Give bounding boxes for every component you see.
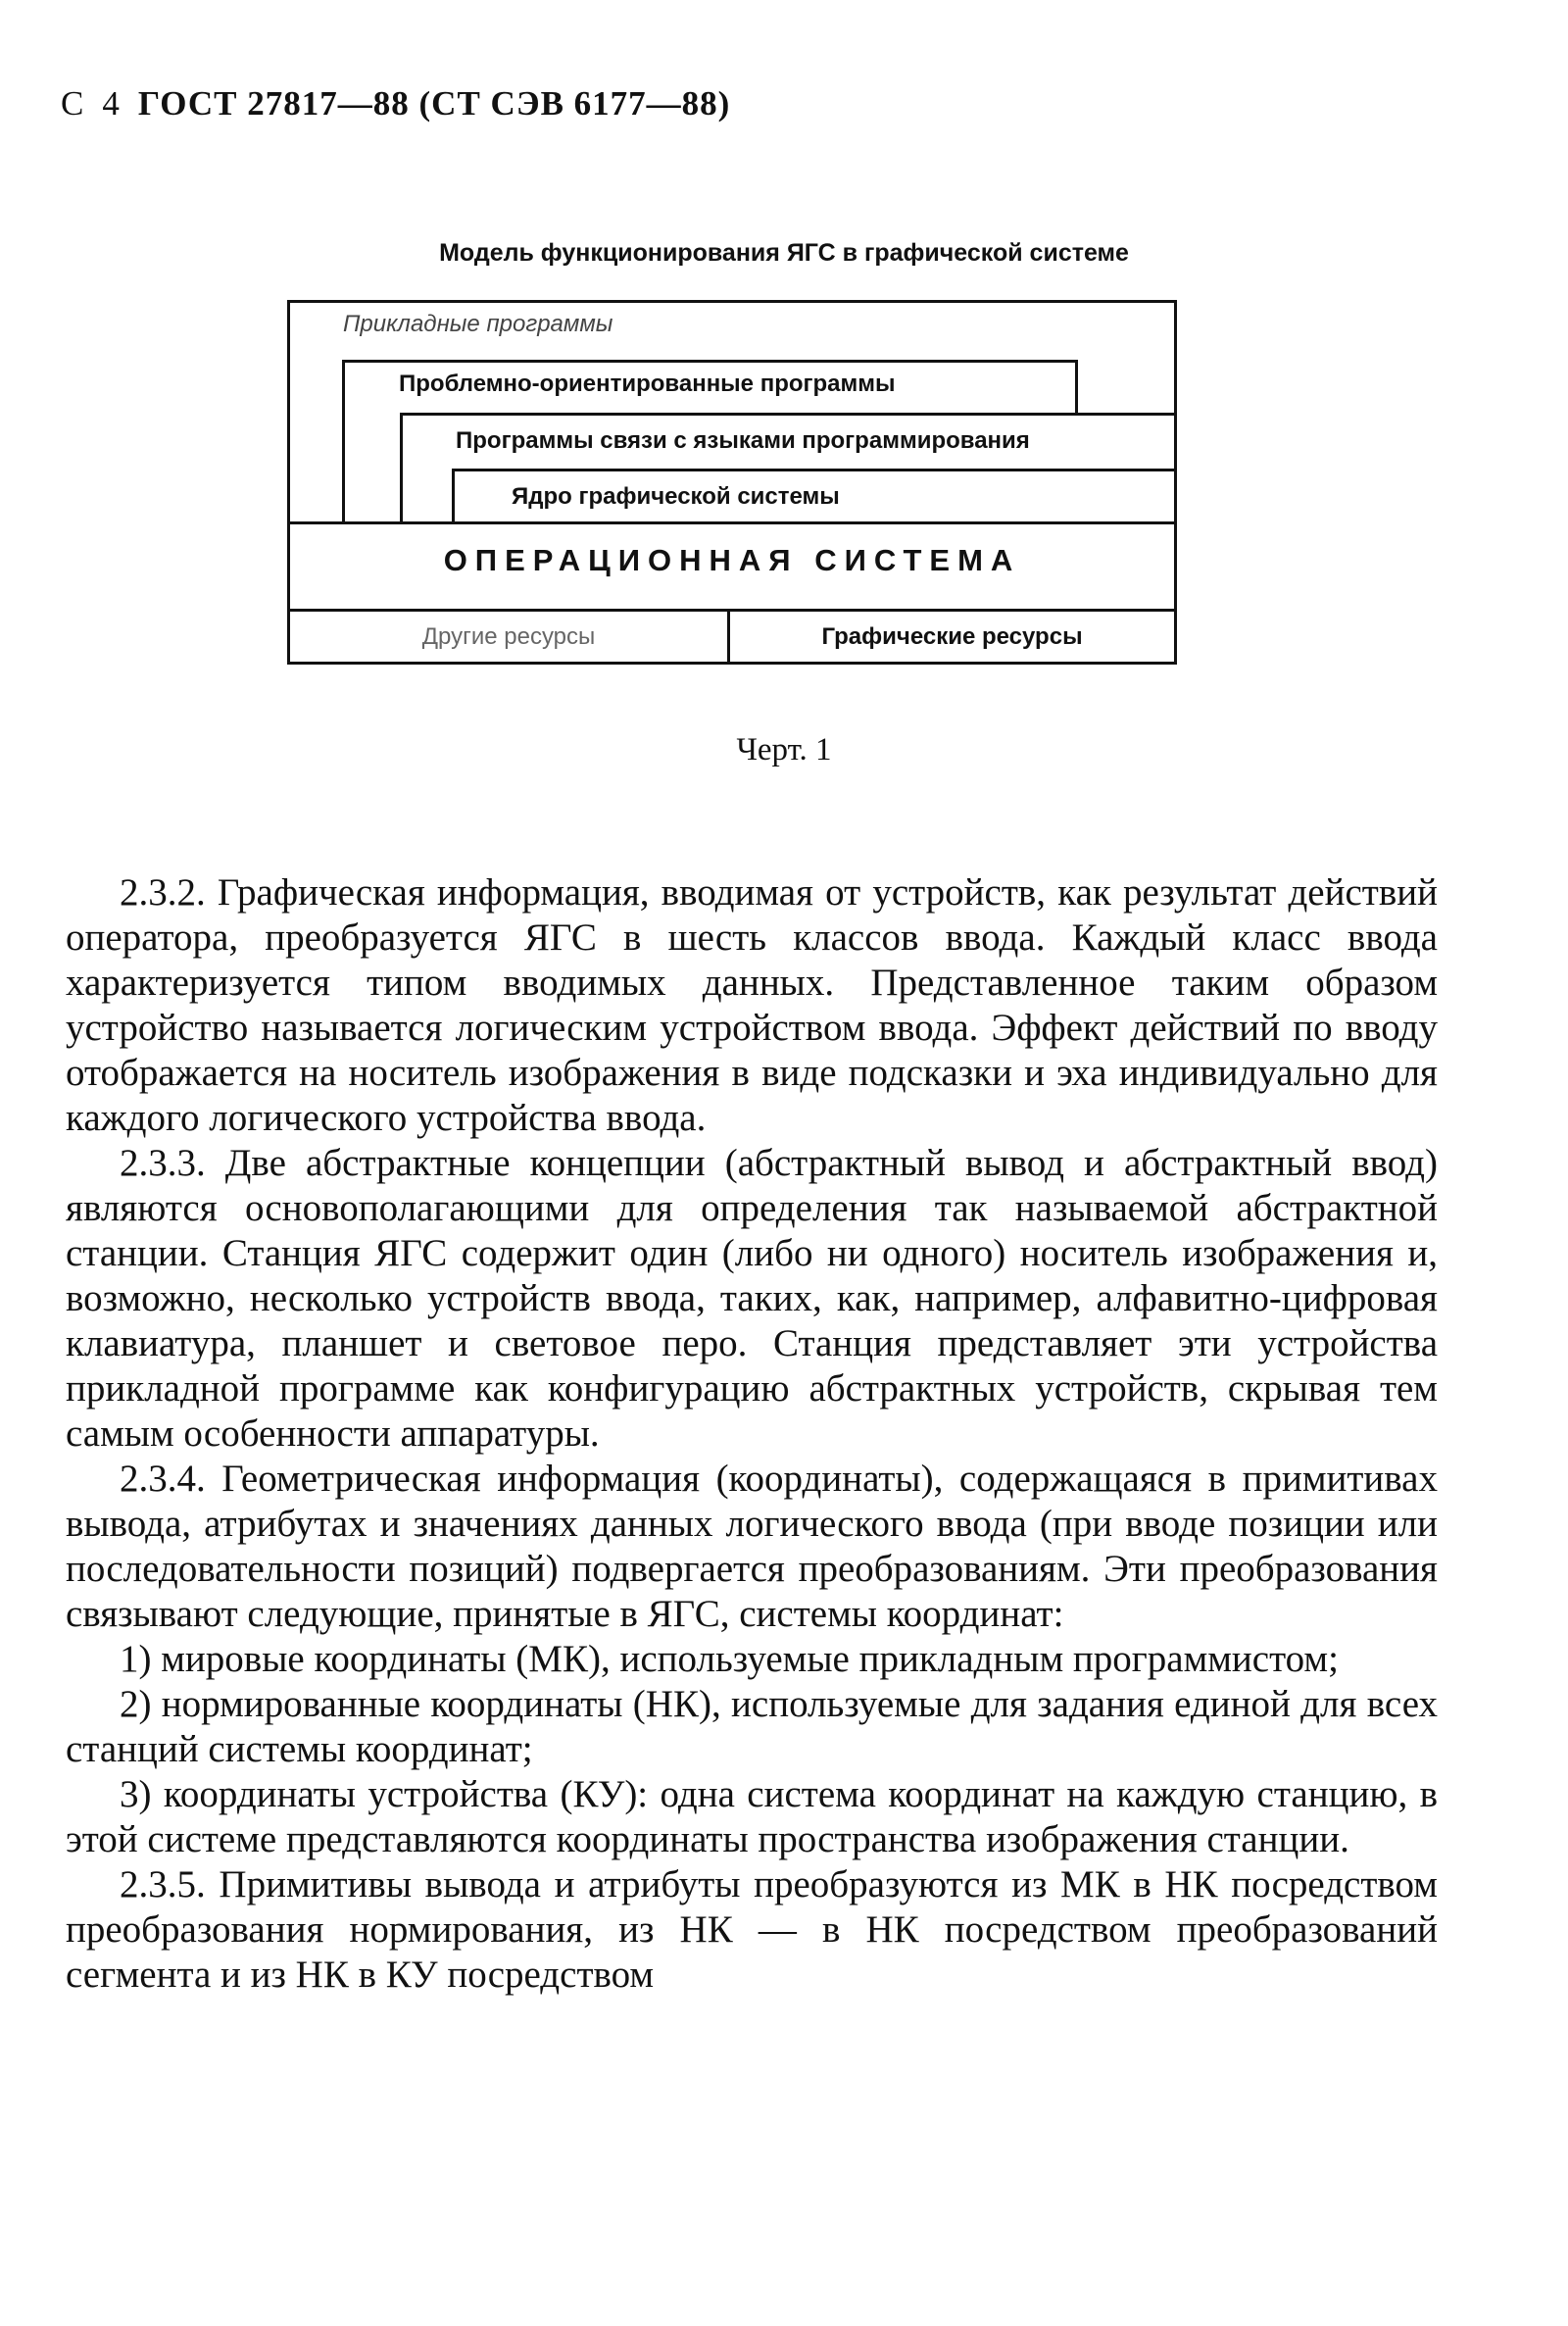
list-item-world-coordinates: 1) мировые координаты (МК), используемые прикладным программистом;: [120, 1638, 1339, 1680]
body-text: [66, 870, 1438, 1998]
list-item-device-coordinates: 3) координаты устройства (КУ): одна система координат на каждую станцию, в этой системе представляются координаты пространства изображения станции.: [66, 1773, 1438, 1860]
other-resources-label: Другие ресурсы: [421, 623, 596, 650]
diagram-title: Модель функционирования ЯГС в графической системе: [439, 239, 1129, 267]
graphic-resources-label: Графические ресурсы: [821, 623, 1083, 650]
paragraph-2-3-5: 2.3.5. Примитивы вывода и атрибуты преобразуются из МК в НК посредством преобразования нормирования, из НК — в НК посредством преобразований сегмента и из НК в КУ посредством: [66, 1863, 1438, 1996]
kernel-layer: [452, 469, 1177, 524]
problem-oriented-label: Проблемно-ориентированные программы: [399, 371, 896, 397]
graphic-resources-box: [727, 609, 1177, 665]
language-binding-label: Программы связи с языками программирования: [456, 427, 1030, 454]
page-header: [61, 84, 730, 124]
applied-programs-label: Прикладные программы: [343, 311, 613, 337]
paragraph-2-3-3: 2.3.3. Две абстрактные концепции (абстрактный вывод и абстрактный ввод) являются основополагающими для определения так называемой абстрактной станции. Станция ЯГС содержит один (либо ни одного) носитель изображения и, возможно, несколько устройств ввода, таких, как, например, алфавитно-цифровая клавиатура, планшет и световое перо. Станция представляет эти устройства прикладной программе как конфигурацию абстрактных устройств, скрывая тем самым особенности аппаратуры.: [66, 1142, 1438, 1455]
page-number: 4: [102, 84, 121, 123]
other-resources-box: [287, 609, 730, 665]
paragraph-2-3-4: 2.3.4. Геометрическая информация (координаты), содержащаяся в примитивах вывода, атрибутах и значениях данных логического ввода (при вводе позиции или последовательности позиций) подвергается преобразованиям. Эти преобразования связывают следующие, принятые в ЯГС, системы координат:: [66, 1458, 1438, 1635]
figure-caption: Черт. 1: [736, 732, 832, 767]
paragraph-2-3-2: 2.3.2. Графическая информация, вводимая от устройств, как результат действий оператора, преобразуется ЯГС в шесть классов ввода. Каждый класс ввода характеризуется типом вводимых данных. Представленное таким образом устройство называется логическим устройством ввода. Эффект действий по вводу отображается на носитель изображения в виде подсказки и эха индивидуально для каждого логического устройства ввода.: [66, 871, 1438, 1139]
operating-system-label: ОПЕРАЦИОННАЯ СИСТЕМА: [443, 543, 1021, 577]
page-letter: С: [61, 84, 85, 123]
kernel-label: Ядро графической системы: [512, 483, 840, 510]
operating-system-layer: [287, 521, 1177, 612]
list-item-normalized-coordinates: 2) нормированные координаты (НК), используемые для задания единой для всех станций системы координат;: [66, 1683, 1438, 1770]
standard-title: ГОСТ 27817—88 (СТ СЭВ 6177—88): [137, 84, 731, 123]
